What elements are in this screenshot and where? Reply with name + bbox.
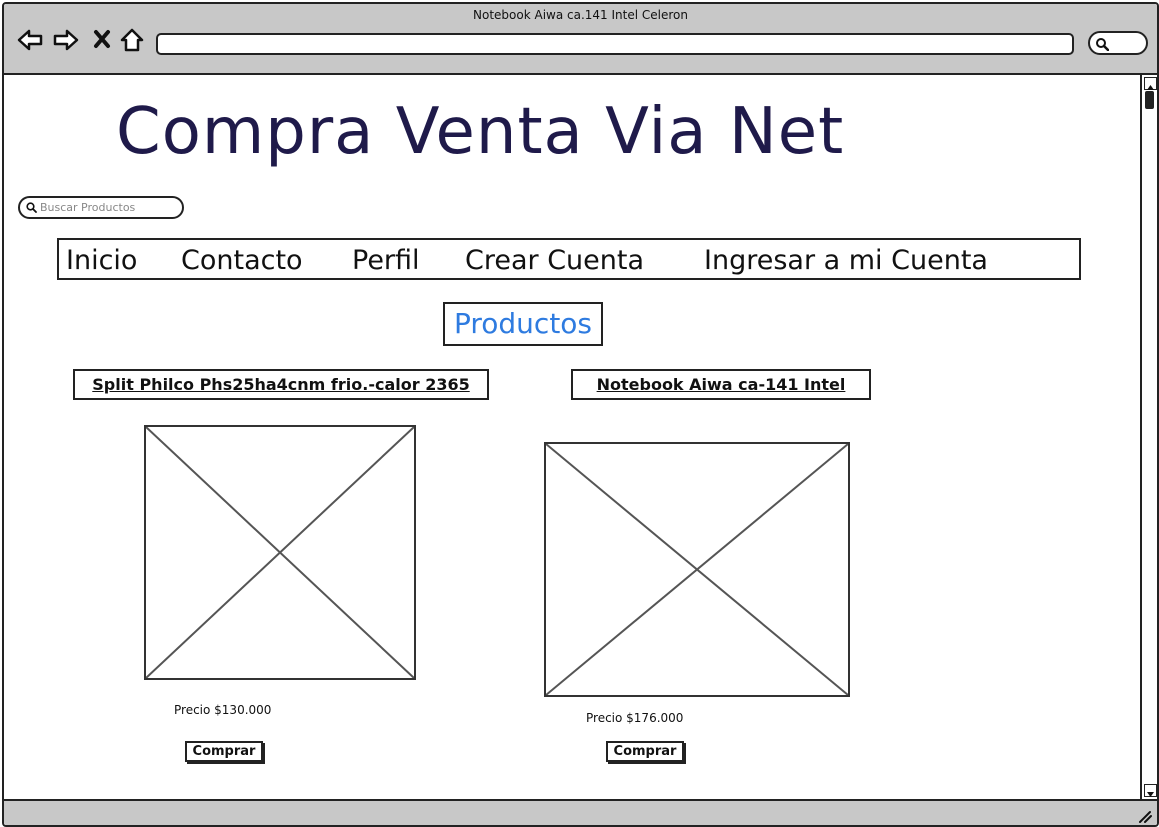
buy-button[interactable]: Comprar — [185, 741, 263, 762]
close-icon[interactable] — [90, 26, 118, 54]
product-price: Precio $176.000 — [586, 711, 684, 725]
vertical-scrollbar[interactable] — [1140, 75, 1159, 799]
product-title[interactable] — [73, 369, 489, 400]
address-bar[interactable] — [156, 33, 1074, 55]
scroll-thumb[interactable] — [1145, 91, 1154, 109]
section-heading: Productos — [443, 302, 603, 346]
site-title: Compra Venta Via Net — [116, 95, 845, 169]
product-title-text: Notebook Aiwa ca-141 Intel — [596, 375, 846, 394]
scroll-up-button[interactable] — [1144, 77, 1157, 90]
home-icon[interactable] — [118, 26, 146, 54]
product-price: Precio $130.000 — [174, 703, 272, 717]
browser-window — [2, 2, 1159, 827]
menu-item-ingresar[interactable]: Ingresar a mi Cuenta — [704, 245, 988, 276]
product-search[interactable] — [18, 196, 184, 219]
product-image-placeholder — [544, 442, 850, 697]
product-title-text: Split Philco Phs25ha4cnm frio.-calor 2365 — [92, 375, 470, 394]
status-bar — [4, 799, 1157, 827]
forward-icon[interactable] — [52, 26, 80, 54]
buy-button[interactable]: Comprar — [606, 741, 684, 762]
scroll-down-button[interactable] — [1144, 784, 1157, 797]
menu-item-perfil[interactable]: Perfil — [352, 245, 420, 276]
image-placeholder-icon — [146, 427, 414, 678]
search-icon — [1095, 37, 1109, 51]
image-placeholder-icon — [546, 444, 848, 695]
menu-item-crear-cuenta[interactable]: Crear Cuenta — [465, 245, 645, 276]
browser-search-button[interactable] — [1088, 31, 1148, 55]
search-icon — [26, 202, 37, 213]
back-icon[interactable] — [16, 26, 44, 54]
main-menu — [57, 238, 1081, 280]
search-input[interactable] — [40, 199, 176, 215]
page-content — [4, 75, 1140, 799]
product-image-placeholder — [144, 425, 416, 680]
browser-toolbar — [4, 4, 1157, 75]
resize-grip-icon[interactable] — [1137, 809, 1153, 823]
menu-item-contacto[interactable]: Contacto — [181, 245, 303, 276]
menu-item-inicio[interactable]: Inicio — [66, 245, 138, 276]
product-title[interactable] — [571, 369, 871, 400]
window-title: Notebook Aiwa ca.141 Intel Celeron — [473, 8, 688, 22]
